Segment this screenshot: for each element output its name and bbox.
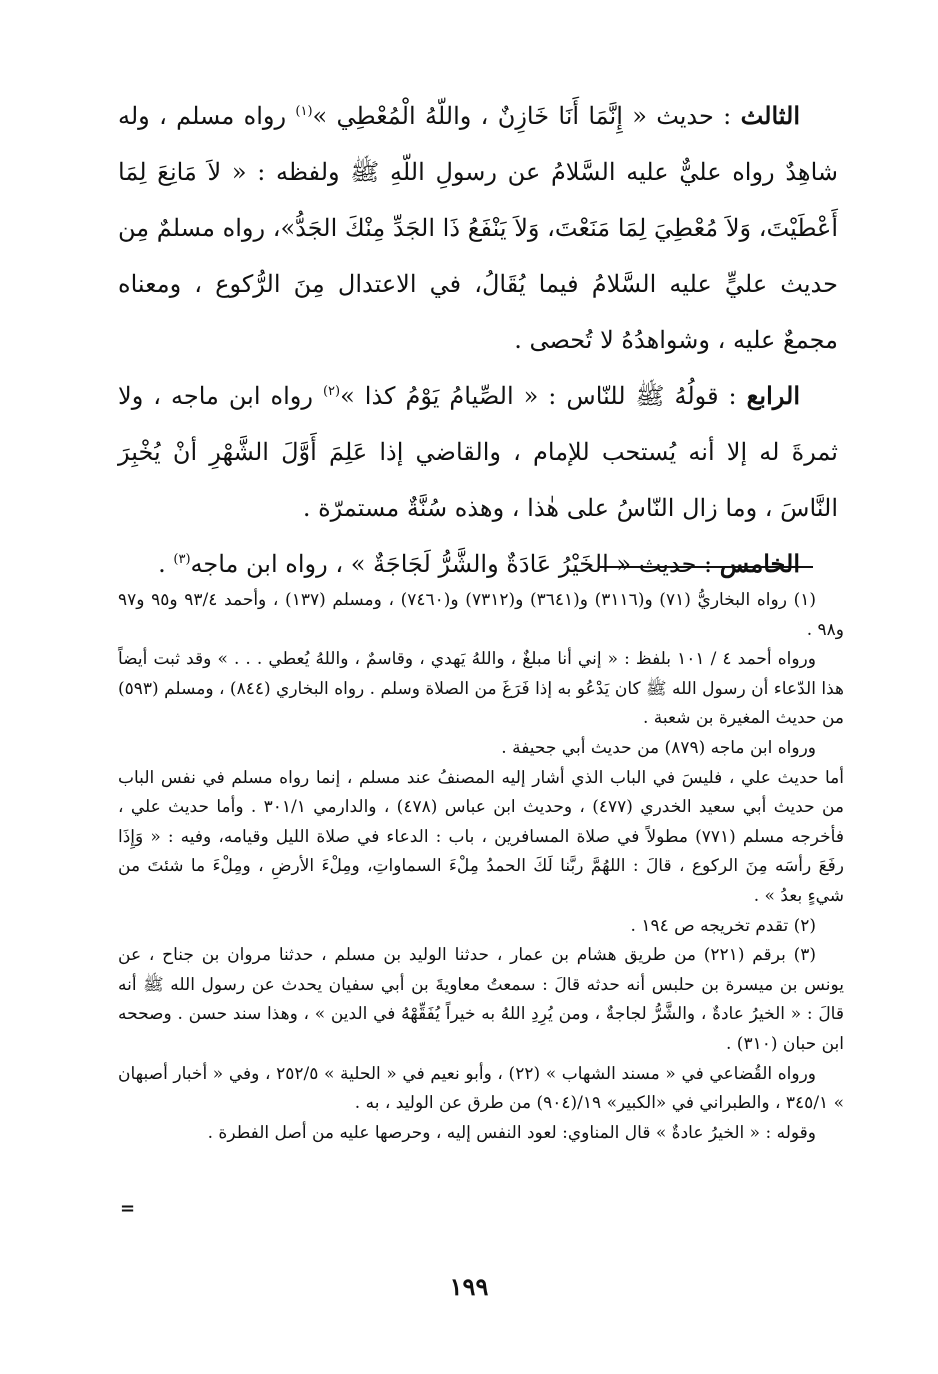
paragraph-text: : قولُهُ ﷺ للنّاس : « الصِّيامُ يَوْمُ كذا » bbox=[340, 382, 747, 410]
footnote-2: (٢) تقدم تخريجه ص ١٩٤ . bbox=[630, 915, 816, 936]
footnote-1: (١) رواه البخاريُّ (٧١) و(٣١١٦) و(٣٦٤١) و(٧٣١٢) و(٧٤٦٠) ، ومسلم (١٣٧) ، وأحمد ٩٣/٤ و٩٥ و٩٧ و٩٨ . bbox=[118, 590, 844, 640]
footnote-ref-3[interactable]: (٣) bbox=[173, 552, 191, 567]
main-text bbox=[118, 88, 838, 592]
footnote-3-continued: وقوله : « الخيرُ عادةٌ » قال المناوي: لعود النفس إليه ، وحرصها عليه من أصل الفطرة . bbox=[207, 1122, 816, 1143]
footnote-1-continued: أما حديث علي ، فليسَ في الباب الذي أشار إليه المصنفُ عند مسلم ، إنما رواه مسلم في نفس الباب من حديث أبي سعيد الخدري (٤٧٧) ، وحديث ابن عباس (٤٧٨) ، والدارمي ٣٠١/١ . وأما حديث علي ، فأخرجه مسلم (٧٧١) مطولاً في صلاة المسافرين ، باب : الدعاء في صلاة الليل وقيامه، وفيه : « وَإِذَا رفَعَ رأسَه مِنَ الركوع ، قالَ : اللهُمَّ ربَّنا لَكَ الحمدُ مِلْءَ السماواتِ، ومِلْءَ الأرضِ ، ومِلْءَ ما شئتَ من شيءٍ بعدُ » . bbox=[118, 767, 844, 906]
footnotes bbox=[118, 586, 844, 1148]
heading-third: الثالث bbox=[740, 101, 801, 130]
paragraph-fourth bbox=[118, 368, 838, 536]
footnote-ref-1[interactable]: (١) bbox=[295, 104, 313, 119]
page-number: ١٩٩ bbox=[449, 1272, 489, 1301]
footnote-divider bbox=[598, 566, 813, 568]
paragraph-text: رواه مسلم ، وله شاهِدٌ رواه عليٌّ عليه السَّلامُ عن رسولِ اللّهِ ﷺ ولفظه : « لاَ مَانِعَ لِمَا أَعْطَيْتَ، وَلاَ مُعْطِيَ لِمَا مَنَعْتَ، وَلاَ يَنْفَعُ ذَا الجَدِّ مِنْكَ الجَدُّ»، رواه مسلمٌ مِن حديث عليٍّ عليه السَّلامُ فيما يُقَالُ، في الاعتدال مِنَ الرُّكوع ، ومعناه مجمعٌ عليه ، وشواهدُهُ لا تُحصى . bbox=[118, 102, 838, 354]
paragraph-text: رواه ابن ماجه ، ولا ثمرةَ له إلا أنه يُستحب للإمام ، والقاضي إذا عَلِمَ أَوَّلَ الشَّهْرِ أنْ يُخْبِرَ النَّاسَ ، وما زال النّاسُ على هٰذا ، وهذه سُنَّةٌ مستمرّة . bbox=[118, 382, 838, 522]
footnote-3-continued: ورواه القُضاعي في « مسند الشهاب » (٢٢) ، وأبو نعيم في « الحلية » ٢٥٢/٥ ، وفي « أخبار أصبهان » ٣٤٥/١ ، والطبراني في «الكبير» ١٩/(٩٠٤) من طرق عن الوليد ، به . bbox=[118, 1063, 844, 1114]
footnote-1-continued: ورواه ابن ماجه (٨٧٩) من حديث أبي جحيفة . bbox=[501, 737, 816, 758]
continuation-mark: = bbox=[120, 1198, 136, 1219]
paragraph-fifth bbox=[118, 536, 838, 592]
footnote-ref-2[interactable]: (٢) bbox=[322, 384, 341, 399]
paragraph-text: : حديث « الخَيْرُ عَادَةٌ والشَّرُّ لَجَاجَةٌ » ، رواه ابن ماجه bbox=[190, 550, 720, 578]
footnote-1-continued: ورواه أحمد ٤ / ١٠١ بلفظ : « إني أنا مبلغٌ ، واللهُ يَهدي ، وقاسمٌ ، واللهُ يُعطي . . . » وقد ثبت أيضاً هذا الدّعاء أن رسول الله ﷺ كان يَدْعُو به إذا فَرَغَ من الصلاة وسلم . رواه البخاري (٨٤٤) ، ومسلم (٥٩٣) من حديث المغيرة بن شعبة . bbox=[118, 649, 845, 729]
heading-fourth: الرابع bbox=[746, 381, 800, 410]
footnote-3: (٣) برقم (٢٢١) من طريق هشام بن عمار ، حدثنا الوليد بن مسلم ، حدثنا مروان بن جناح ، عن يونس بن ميسرة بن حلبس أنه حدثه قالَ : سمعتُ معاويةَ بن أبي سفيان يحدث عن رسول الله ﷺ أنه قالَ : « الخيرُ عادةٌ ، والشَّرُّ لجاجةٌ ، ومن يُرِدِ اللهُ به خيراً يُفَقِّهْهُ في الدين » ، وهذا سند حسن . وصححه ابن حبان (٣١٠) . bbox=[118, 945, 844, 1054]
heading-fifth: الخامس bbox=[719, 549, 800, 578]
paragraph-third bbox=[118, 88, 838, 368]
paragraph-text: : حديث « إِنَّمَا أَنَا خَازِنٌ ، واللّهُ الْمُعْطِي » bbox=[312, 102, 741, 130]
paragraph-text: . bbox=[158, 550, 174, 578]
